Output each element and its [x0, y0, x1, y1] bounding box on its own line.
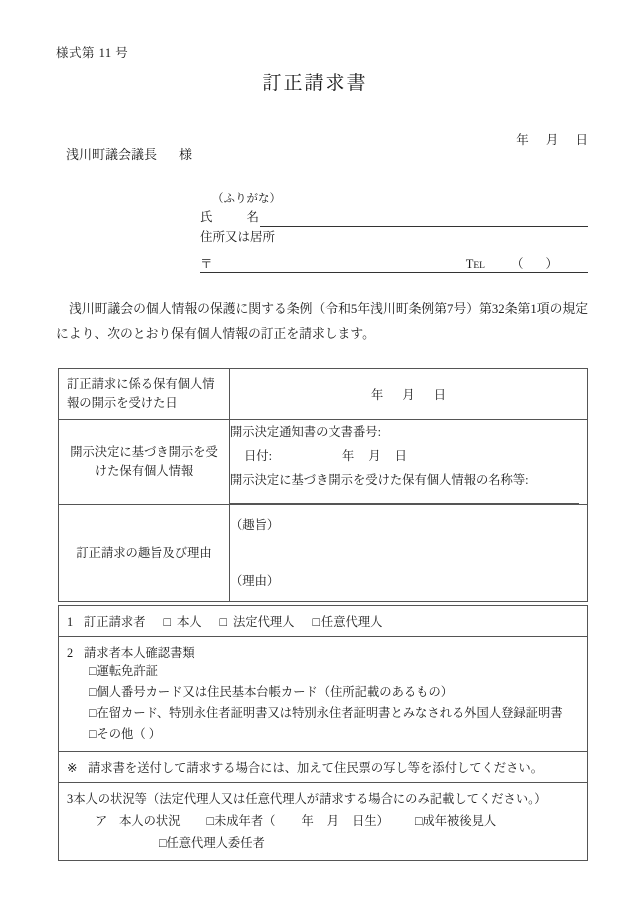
minor-birth-day: 日生）: [352, 814, 389, 828]
checkbox-label: 成年被後見人: [422, 814, 497, 828]
row1-label: 訂正請求に係る保有個人情報の開示を受けた日: [67, 377, 215, 410]
table-row: [59, 505, 588, 602]
row2-month: 月: [368, 449, 381, 463]
furigana-label: （ふりがな）: [212, 193, 281, 205]
checkbox-icon: □: [89, 685, 97, 699]
addressee-honorific: 様: [179, 147, 193, 162]
row1-value-cell[interactable]: [230, 369, 588, 420]
section3-status-row: [67, 810, 579, 832]
section1-cell: [59, 606, 588, 637]
checkbox-item-other[interactable]: [67, 724, 579, 745]
addressee-line: [66, 144, 192, 163]
checkbox-item-residence-card[interactable]: [67, 703, 579, 724]
header-date-day: 日: [575, 133, 588, 147]
checkbox-option-voluntary-representative[interactable]: [312, 615, 382, 629]
row2-doc-number-label: 開示決定通知書の文書番号:: [230, 425, 381, 439]
row2-date-row: [230, 444, 587, 468]
table-row: [59, 752, 588, 783]
tel-label: TEL: [465, 257, 485, 271]
section3-sub-label: 本人の状況: [119, 814, 181, 828]
disclosure-table: [58, 368, 588, 602]
applicant-block: [200, 190, 588, 273]
checkbox-icon: □: [312, 615, 320, 629]
table-row: [59, 637, 588, 752]
table-row: [59, 783, 588, 861]
row1-date-value: [230, 376, 587, 412]
row2-date-label: 日付:: [244, 449, 273, 463]
row3-purpose-label: （趣旨）: [230, 518, 280, 532]
addressee-name: 浅川町議会議長: [66, 147, 158, 162]
section1-heading: 1 訂正請求者: [67, 615, 146, 629]
row2-label-cell: [59, 420, 230, 505]
header-date-line: [516, 130, 588, 148]
checkbox-label: 任意代理人: [320, 615, 383, 629]
row3-reason-label: （理由）: [230, 574, 280, 588]
header-date-month: 月: [545, 133, 559, 147]
checkbox-label: 本人: [176, 615, 202, 629]
table-row: [59, 420, 588, 505]
checkbox-label: 個人番号カード又は住民基本台帳カード（住所記載のあるもの）: [96, 685, 454, 699]
checkbox-label: その他（ ）: [96, 727, 161, 741]
name-row: [200, 208, 588, 227]
body-paragraph: [56, 297, 588, 347]
table-row: [59, 369, 588, 420]
row2-day: 日: [394, 449, 407, 463]
checkbox-icon: □: [206, 814, 214, 828]
form-number: 様式第 11 号: [56, 46, 129, 60]
row2-name-label: 開示決定に基づき開示を受けた保有個人情報の名称等:: [230, 473, 529, 487]
row2-year: 年: [342, 449, 355, 463]
checkbox-option-delegator[interactable]: [67, 832, 579, 854]
checkbox-icon: □: [219, 615, 227, 629]
checkbox-icon: □: [414, 814, 423, 828]
section3-sub-mark: ア: [95, 814, 108, 828]
checkbox-icon: □: [89, 706, 97, 720]
name-input[interactable]: [260, 209, 588, 227]
checkbox-label: 運転免許証: [96, 664, 158, 678]
minor-birth-month: 月: [326, 814, 340, 828]
tel-input[interactable]: （ ）: [510, 257, 558, 271]
checkbox-option-adult-ward[interactable]: [415, 814, 496, 828]
checkbox-option-legal-representative[interactable]: [220, 615, 295, 629]
row1-month: 月: [402, 388, 415, 402]
checkbox-icon: □: [89, 727, 97, 741]
table-row: [59, 606, 588, 637]
header-date-year: 年: [516, 133, 529, 147]
checkbox-label: 未成年者（: [213, 814, 276, 828]
row1-year: 年: [370, 388, 384, 402]
note-text: 請求書を送付して請求する場合には、加えて住民票の写し等を添付してください。: [88, 761, 543, 775]
checkbox-label: 法定代理人: [232, 615, 295, 629]
row2-label: 開示決定に基づき開示を受けた保有個人情報: [70, 445, 218, 478]
name-label: 氏 名: [200, 210, 260, 224]
section2-cell: [59, 637, 588, 752]
section3-cell: [59, 783, 588, 861]
checkbox-item-drivers-license[interactable]: [67, 661, 579, 682]
row3-value-cell[interactable]: [230, 505, 588, 602]
row1-day: 日: [433, 388, 447, 402]
address-row: [200, 252, 588, 273]
checkbox-label: 任意代理人委任者: [166, 836, 265, 850]
row1-label-cell: [59, 369, 230, 420]
checkbox-icon: □: [163, 615, 171, 629]
row3-label: 訂正請求の趣旨及び理由: [76, 545, 212, 560]
section2-heading: 2 請求者本人確認書類: [67, 646, 195, 660]
minor-birth-year: 年: [301, 814, 314, 828]
checklist-table: [58, 605, 588, 861]
postal-code-mark: 〒: [200, 257, 213, 271]
checkbox-icon: □: [159, 836, 167, 850]
page-title: 訂正請求書: [262, 73, 368, 94]
checkbox-option-minor[interactable]: [207, 814, 276, 828]
checkbox-option-honnin[interactable]: [164, 615, 202, 629]
note-mark-icon: ※: [67, 761, 78, 775]
checkbox-label: 在留カード、特別永住者証明書又は特別永住者証明書とみなされる外国人登録証明書: [96, 706, 563, 720]
row3-label-cell: [59, 505, 230, 602]
section3-heading: 3本人の状況等（法定代理人又は任意代理人が請求する場合にのみ記載してください。）: [67, 792, 547, 806]
address-label: 住所又は居所: [200, 230, 276, 244]
row2-value-cell[interactable]: [230, 420, 588, 505]
checkbox-item-my-number-card[interactable]: [67, 682, 579, 703]
note-cell: [59, 752, 588, 783]
body-paragraph-text: 浅川町議会の個人情報の保護に関する条例（令和5年浅川町条例第7号）第32条第1項の規定により、次のとおり保有個人情報の訂正を請求します。: [56, 302, 588, 341]
checkbox-icon: □: [89, 664, 97, 678]
